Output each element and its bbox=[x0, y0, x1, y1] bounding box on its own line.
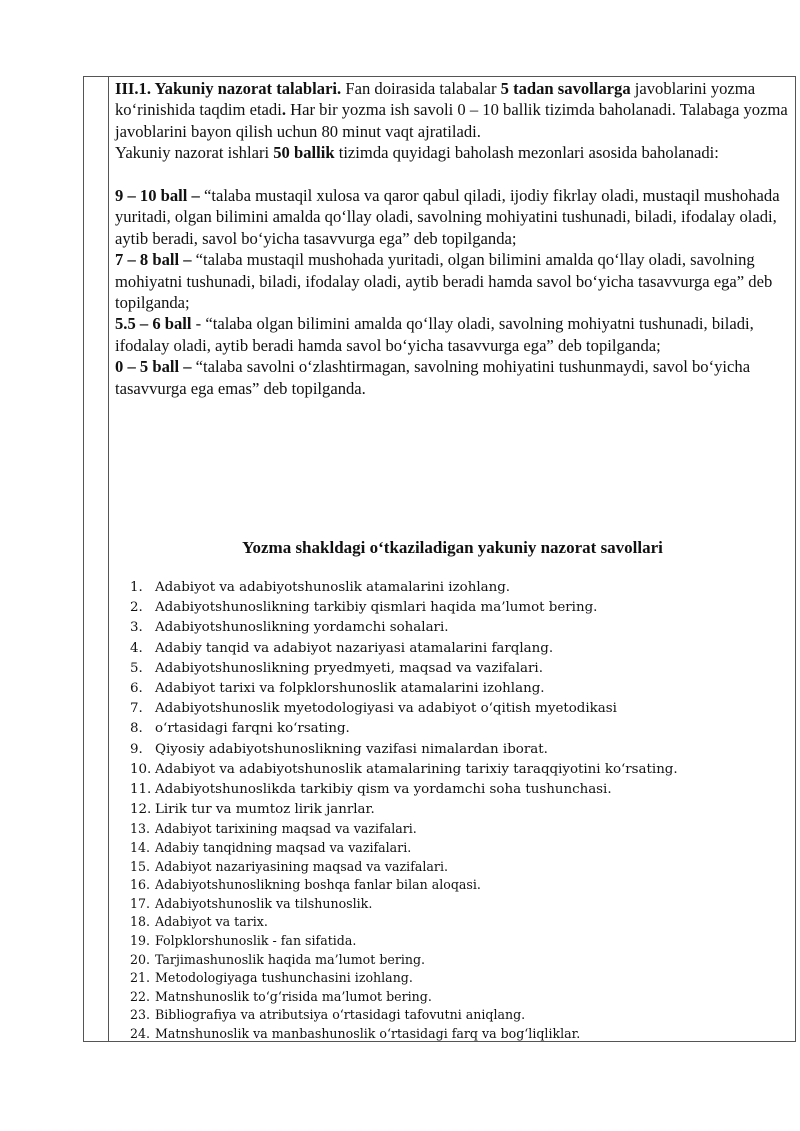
list-item bbox=[130, 839, 790, 858]
criterion-score: 7 – 8 ball – bbox=[115, 250, 192, 270]
question-number: 3. bbox=[130, 620, 143, 636]
criterion-score: 0 – 5 ball – bbox=[115, 357, 192, 377]
question-number: 12. bbox=[130, 802, 152, 818]
criterion-text: - “talaba olgan bilimini amalda qoʻllay oladi, savolning mohiyatni tushunadi, biladi, ifodalay oladi, aytib beradi hamda savol boʻyicha tasavvurga ega” deb topilganda; bbox=[115, 314, 754, 355]
question-number: 15. bbox=[130, 858, 151, 874]
question-number: 23. bbox=[130, 1007, 151, 1023]
question-number: 11. bbox=[130, 782, 152, 798]
question-text: Adabiyotshunoslikning boshqa fanlar bilan aloqasi. bbox=[155, 877, 481, 893]
questions-list bbox=[130, 578, 790, 1044]
list-item bbox=[130, 1025, 790, 1044]
list-item bbox=[130, 598, 790, 618]
question-number: 6. bbox=[130, 681, 143, 697]
question-text: Adabiyot nazariyasining maqsad va vazifalari. bbox=[155, 858, 448, 874]
requirements-section bbox=[115, 78, 790, 399]
question-number: 19. bbox=[130, 933, 151, 948]
list-item bbox=[130, 895, 790, 914]
question-text: Matnshunoslik va manbashunoslik oʻrtasidagi farq va bogʻliqliklar. bbox=[155, 1025, 581, 1041]
list-item bbox=[130, 800, 790, 820]
list-item bbox=[130, 913, 790, 932]
list-item bbox=[130, 988, 790, 1007]
criterion-9-10 bbox=[115, 185, 790, 249]
list-item bbox=[130, 578, 790, 598]
question-number: 5. bbox=[130, 660, 143, 676]
criterion-score: 9 – 10 ball – bbox=[115, 186, 200, 206]
questions-title: Yozma shakldagi oʻtkaziladigan yakuniy nazorat savollari bbox=[242, 538, 663, 557]
requirements-paragraph bbox=[115, 78, 790, 142]
question-text: Adabiyot va tarix. bbox=[155, 914, 268, 930]
question-text: Adabiy tanqid va adabiyot nazariyasi atamalarini farqlang. bbox=[155, 640, 554, 656]
question-text: Adabiyotshunoslikning yordamchi sohalari. bbox=[155, 620, 449, 636]
scale-text-c: tizimda quyidagi baholash mezonlari asosida baholanadi: bbox=[334, 143, 719, 163]
question-text: oʻrtasidagi farqni koʻrsating. bbox=[155, 721, 350, 737]
intro-period: . bbox=[281, 100, 286, 120]
question-text: Adabiyotshunoslikning tarkibiy qismlari haqida ma’lumot bering. bbox=[155, 600, 598, 616]
question-text: Tarjimashunoslik haqida ma’lumot bering. bbox=[155, 951, 426, 967]
question-text: Bibliografiya va atributsiya oʻrtasidagi tafovutni aniqlang. bbox=[155, 1007, 526, 1023]
question-text: Adabiyotshunoslikda tarkibiy qism va yordamchi soha tushunchasi. bbox=[155, 782, 612, 798]
question-text: Adabiyotshunoslik va tilshunoslik. bbox=[155, 895, 373, 911]
scale-paragraph bbox=[115, 142, 790, 163]
question-number: 21. bbox=[130, 970, 151, 986]
question-number: 1. bbox=[130, 580, 143, 595]
list-item bbox=[130, 618, 790, 638]
list-item bbox=[130, 932, 790, 951]
intro-questions-count: 5 tadan savollarga bbox=[500, 79, 631, 98]
section-heading: III.1. Yakuniy nazorat talablari. bbox=[115, 79, 342, 98]
question-number: 20. bbox=[130, 951, 151, 967]
list-item bbox=[130, 679, 790, 699]
criterion-text: “talaba savolni oʻzlashtirmagan, savolning mohiyatini tushunmaydi, savol boʻyicha tasavvurga ega emas” deb topilganda. bbox=[115, 357, 751, 398]
question-number: 10. bbox=[130, 761, 152, 777]
list-item bbox=[130, 876, 790, 895]
criterion-score: 5.5 – 6 ball bbox=[115, 314, 192, 334]
list-item bbox=[130, 740, 790, 760]
question-number: 13. bbox=[130, 821, 151, 837]
question-number: 16. bbox=[130, 877, 151, 893]
list-item bbox=[130, 858, 790, 877]
question-text: Adabiy tanqidning maqsad va vazifalari. bbox=[155, 840, 412, 856]
question-number: 7. bbox=[130, 701, 143, 717]
criterion-text: “talaba mustaqil xulosa va qaror qabul qiladi, ijodiy fikrlay oladi, mustaqil mushohada yuritadi, olgan bilimini amalda qoʻllay oladi, savolning mohiyatini tushunadi, biladi, ifodalay oladi, aytib beradi, savol boʻyicha tasavvurga ega” deb topilganda; bbox=[115, 186, 780, 248]
question-number: 18. bbox=[130, 914, 151, 930]
question-text: Adabiyot va adabiyotshunoslik atamalarining tarixiy taraqqiyotini koʻrsating. bbox=[155, 761, 678, 777]
question-text: Adabiyot va adabiyotshunoslik atamalarini izohlang. bbox=[155, 580, 511, 595]
list-item bbox=[130, 639, 790, 659]
question-number: 9. bbox=[130, 741, 143, 757]
question-text: Qiyosiy adabiyotshunoslikning vazifasi nimalardan iborat. bbox=[155, 741, 548, 757]
question-number: 4. bbox=[130, 640, 143, 656]
question-text: Adabiyot tarixi va folpklorshunoslik atamalarini izohlang. bbox=[155, 681, 545, 697]
scale-points: 50 ballik bbox=[273, 143, 335, 163]
question-text: Adabiyot tarixining maqsad va vazifalari. bbox=[155, 821, 417, 837]
question-text: Adabiyotshunoslik myetodologiyasi va adabiyot oʻqitish myetodikasi bbox=[155, 701, 617, 717]
question-number: 8. bbox=[130, 721, 143, 737]
list-item bbox=[130, 760, 790, 780]
question-number: 24. bbox=[130, 1025, 151, 1041]
table-column-divider bbox=[108, 76, 109, 1042]
list-item bbox=[130, 719, 790, 739]
criterion-7-8 bbox=[115, 249, 790, 313]
criterion-text: “talaba mustaqil mushohada yuritadi, olgan bilimini amalda qoʻllay oladi, savolning mohiyatni tushunadi, biladi, ifodalay oladi, aytib beradi hamda savol boʻyicha tasavvurga ega” deb topilganda; bbox=[115, 250, 773, 313]
question-number: 17. bbox=[130, 895, 151, 911]
question-text: Folpklorshunoslik - fan sifatida. bbox=[155, 933, 357, 948]
list-item bbox=[130, 820, 790, 839]
criterion-0-5 bbox=[115, 356, 790, 399]
question-number: 14. bbox=[130, 840, 151, 856]
criterion-5-6 bbox=[115, 313, 790, 356]
list-item bbox=[130, 699, 790, 719]
list-item bbox=[130, 659, 790, 679]
list-item bbox=[130, 1006, 790, 1025]
intro-text-c: javoblarini yozma koʻrinishida taqdim etadi bbox=[115, 79, 756, 120]
list-item bbox=[130, 951, 790, 970]
question-text: Lirik tur va mumtoz lirik janrlar. bbox=[155, 802, 375, 818]
question-text: Metodologiyaga tushunchasini izohlang. bbox=[155, 970, 413, 986]
intro-text-e: Har bir yozma ish savoli 0 – 10 ballik tizimda baholanadi. Talabaga yozma javoblarini bayon qilish uchun 80 minut vaqt ajratiladi. bbox=[115, 100, 788, 141]
question-number: 2. bbox=[130, 600, 143, 616]
intro-text-a: Fan doirasida talabalar bbox=[341, 79, 501, 98]
question-text: Matnshunoslik toʻgʻrisida ma’lumot bering. bbox=[155, 988, 432, 1004]
list-item bbox=[130, 780, 790, 800]
scale-text-a: Yakuniy nazorat ishlari bbox=[115, 143, 274, 163]
list-item bbox=[130, 969, 790, 988]
question-number: 22. bbox=[130, 988, 151, 1004]
question-text: Adabiyotshunoslikning pryedmyeti, maqsad va vazifalari. bbox=[155, 660, 543, 676]
